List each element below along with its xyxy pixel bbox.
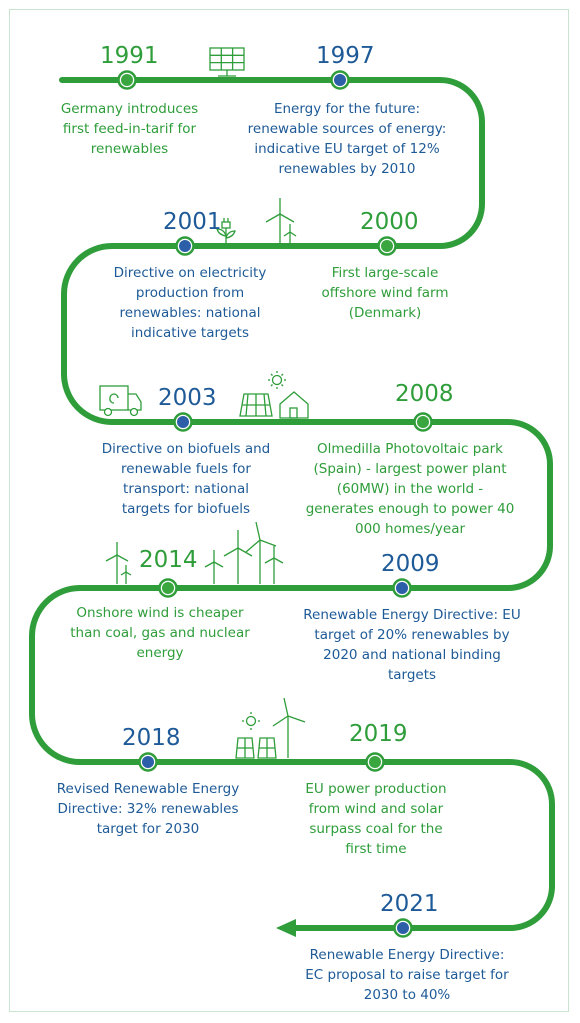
timeline-node-2003	[177, 416, 189, 428]
event-description-1991: Germany introduces first feed-in-tarif for renewables	[60, 101, 199, 157]
event-description-2018: Revised Renewable Energy Directive: 32% renewables target for 2030	[56, 781, 240, 837]
event-description-2001: Directive on electricity production from renewables: national indicative targets	[113, 265, 267, 341]
timeline-node-2021	[397, 922, 409, 934]
solar-wind-icon	[236, 698, 305, 758]
timeline-node-1991	[121, 74, 133, 86]
timeline-node-2008	[417, 416, 429, 428]
timeline-node-2014	[162, 582, 174, 594]
timeline-node-2000	[381, 240, 393, 252]
event-year-2009: 2009	[381, 551, 440, 577]
timeline-arrowhead	[276, 919, 296, 937]
event-year-2001: 2001	[163, 209, 222, 235]
event-description-2019: EU power production from wind and solar surpass coal for the first time	[305, 781, 447, 857]
event-year-2000: 2000	[360, 209, 419, 235]
timeline-node-1997	[334, 74, 346, 86]
event-description-2008: Olmedilla Photovoltaic park (Spain) - largest power plant (60MW) in the world - generates enough to power 40 000 homes/year	[305, 441, 515, 537]
timeline-node-2009	[396, 582, 408, 594]
recycling-truck-icon	[100, 386, 141, 416]
event-year-2003: 2003	[158, 385, 217, 411]
event-year-2018: 2018	[122, 725, 181, 751]
event-year-2008: 2008	[395, 381, 454, 407]
event-year-1997: 1997	[316, 43, 375, 69]
event-description-2003: Directive on biofuels and renewable fuels for transport: national targets for biofuels	[101, 441, 271, 517]
wind-turbine-icon	[266, 198, 296, 244]
event-year-2021: 2021	[380, 891, 439, 917]
event-year-2019: 2019	[349, 721, 408, 747]
solar-house-icon	[240, 371, 308, 418]
timeline-node-2019	[369, 756, 381, 768]
event-description-2000: First large-scale offshore wind farm (Denmark)	[321, 265, 449, 321]
timeline-node-2001	[179, 240, 191, 252]
event-description-2014: Onshore wind is cheaper than coal, gas and nuclear energy	[70, 605, 250, 661]
event-description-1997: Energy for the future: renewable sources of energy: indicative EU target of 12% renewables by 2010	[247, 101, 447, 177]
event-description-2021: Renewable Energy Directive: EC proposal to raise target for 2030 to 40%	[305, 947, 509, 1003]
event-description-2009: Renewable Energy Directive: EU target of 20% renewables by 2020 and national binding targets	[303, 607, 521, 683]
event-year-2014: 2014	[139, 547, 198, 573]
timeline-node-2018	[142, 756, 154, 768]
event-year-1991: 1991	[100, 43, 159, 69]
solar-panel-icon	[210, 48, 244, 76]
